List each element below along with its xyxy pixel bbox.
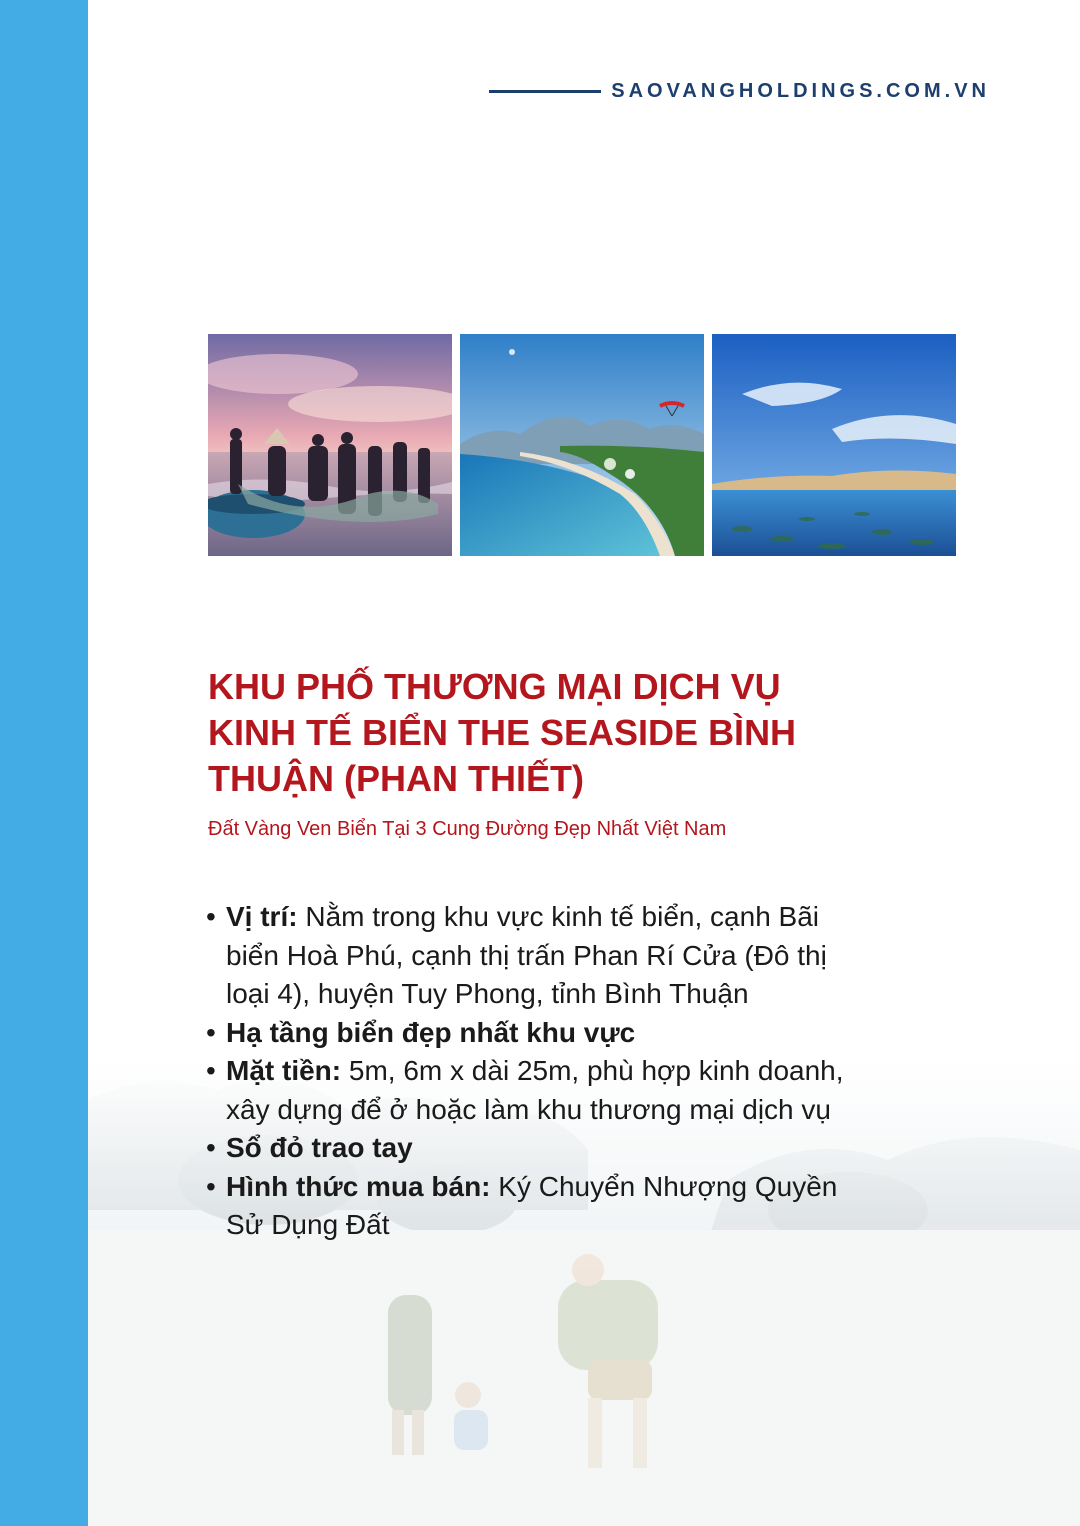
feature-label: Vị trí: bbox=[226, 901, 298, 932]
list-item bbox=[206, 898, 846, 1014]
feature-text: 5m, 6m x dài 25m, phù hợp kinh doanh, xây dựng để ở hoặc làm khu thương mại dịch vụ bbox=[226, 1055, 844, 1125]
list-item bbox=[206, 1052, 846, 1129]
photo-strip bbox=[208, 334, 956, 556]
feature-label: Hình thức mua bán: bbox=[226, 1170, 491, 1202]
feature-label: Sổ đỏ trao tay bbox=[226, 1132, 413, 1163]
side-accent-bar bbox=[0, 0, 88, 1526]
feature-text: Nằm trong khu vực kinh tế biển, cạnh Bãi biển Hoà Phú, cạnh thị trấn Phan Rí Cửa (Đô thị loại 4), huyện Tuy Phong, tỉnh Bình Thuận bbox=[226, 901, 827, 1009]
title-line: KHU PHỐ THƯƠNG MẠI DỊCH VỤ bbox=[208, 666, 781, 707]
website-header bbox=[489, 80, 990, 103]
coastline-paraglider-photo bbox=[460, 334, 704, 556]
page-subtitle: Đất Vàng Ven Biển Tại 3 Cung Đường Đẹp Nhất Việt Nam bbox=[208, 818, 727, 840]
fishermen-beach-photo bbox=[208, 334, 452, 556]
feature-label: Hạ tầng biển đẹp nhất khu vực bbox=[226, 1016, 636, 1048]
website-url[interactable]: SAOVANGHOLDINGS.COM.VN bbox=[611, 80, 990, 102]
lake-dunes-photo bbox=[712, 334, 956, 556]
list-item bbox=[206, 1168, 846, 1245]
feature-text: Ký Chuyển Nhượng Quyền Sử Dụng Đất bbox=[226, 1170, 838, 1240]
page-title bbox=[208, 664, 968, 802]
list-item bbox=[206, 1129, 846, 1168]
list-item bbox=[206, 1014, 846, 1053]
title-line: KINH TẾ BIỂN THE SEASIDE BÌNH bbox=[208, 712, 797, 753]
feature-list bbox=[206, 898, 846, 1245]
title-line: THUẬN (PHAN THIẾT) bbox=[208, 758, 584, 799]
feature-label: Mặt tiền: bbox=[226, 1055, 342, 1086]
header-rule-line bbox=[489, 90, 601, 93]
